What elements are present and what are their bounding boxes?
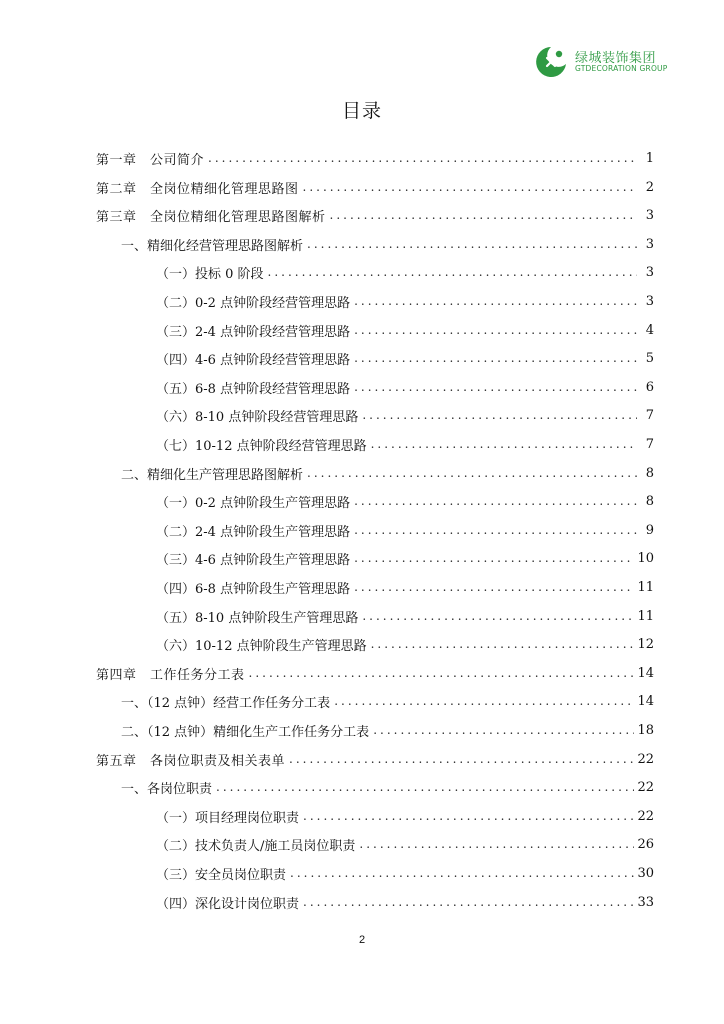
toc-entry-label: （三）4-6 点钟阶段生产管理思路 xyxy=(156,552,351,568)
page-number: 2 xyxy=(358,934,366,946)
toc-entry-label: 二、（12 点钟）精细化生产工作任务分工表 xyxy=(121,724,370,740)
toc-entry-label: （二）技术负责人/施工员岗位职责 xyxy=(156,838,356,854)
toc-entry[interactable] xyxy=(121,230,654,258)
toc-entry-label: 第二章 全岗位精细化管理思路图 xyxy=(96,181,299,197)
company-logo-icon xyxy=(533,44,569,80)
toc-entry-page: 8 xyxy=(645,493,654,509)
toc-entry-label: （一）项目经理岗位职责 xyxy=(156,810,300,826)
toc-entry-page: 3 xyxy=(645,236,654,252)
toc-entry-page: 4 xyxy=(645,322,654,338)
toc-dot-leader xyxy=(373,723,634,737)
toc-entry-page: 22 xyxy=(637,779,654,795)
toc-entry-label: （二）2-4 点钟阶段生产管理思路 xyxy=(156,524,351,540)
toc-entry[interactable] xyxy=(96,201,654,229)
toc-entry-page: 1 xyxy=(645,150,654,166)
toc-entry-label: 一、精细化经营管理思路图解析 xyxy=(121,238,304,254)
toc-dot-leader xyxy=(359,837,634,851)
toc-dot-leader xyxy=(290,866,634,880)
toc-entry-label: （二）0-2 点钟阶段经营管理思路 xyxy=(156,295,351,311)
toc-dot-leader xyxy=(303,180,637,194)
toc-entry-label: （五）6-8 点钟阶段经营管理思路 xyxy=(156,381,351,397)
toc-dot-leader xyxy=(371,437,637,451)
toc-entry-page: 5 xyxy=(645,350,654,366)
toc-entry-label: （五）8-10 点钟阶段生产管理思路 xyxy=(156,610,359,626)
toc-entry[interactable] xyxy=(156,888,654,916)
toc-entry-page: 14 xyxy=(637,693,654,709)
toc-entry-page: 12 xyxy=(637,636,654,652)
toc-entry-label: （四）4-6 点钟阶段经营管理思路 xyxy=(156,352,351,368)
toc-dot-leader xyxy=(249,666,635,680)
toc-entry[interactable] xyxy=(96,144,654,172)
toc-entry[interactable] xyxy=(156,544,654,572)
toc-entry-label: （七）10-12 点钟阶段经营管理思路 xyxy=(156,438,367,454)
toc-entry[interactable] xyxy=(156,401,654,429)
toc-dot-leader xyxy=(354,494,637,508)
company-name-en: GTDECORATION GROUP xyxy=(575,64,668,73)
toc-entry[interactable] xyxy=(156,316,654,344)
toc-entry-page: 11 xyxy=(637,579,654,595)
toc-dot-leader xyxy=(307,237,637,251)
toc-entry-label: 第一章 公司简介 xyxy=(96,152,205,168)
toc-dot-leader xyxy=(303,895,634,909)
toc-entry-label: 第五章 各岗位职责及相关表单 xyxy=(96,753,286,769)
toc-entry-page: 22 xyxy=(637,751,654,767)
toc-entry[interactable] xyxy=(121,773,654,801)
toc-dot-leader xyxy=(371,637,635,651)
toc-dot-leader xyxy=(307,466,637,480)
toc-entry-page: 3 xyxy=(645,264,654,280)
toc-entry[interactable] xyxy=(156,630,654,658)
toc-entry-page: 14 xyxy=(637,665,654,681)
toc-entry[interactable] xyxy=(96,173,654,201)
toc-entry[interactable] xyxy=(156,487,654,515)
toc-entry[interactable] xyxy=(156,344,654,372)
toc-entry-label: 第三章 全岗位精细化管理思路图解析 xyxy=(96,209,326,225)
company-name-cn: 绿城装饰集团 xyxy=(575,51,657,66)
toc-dot-leader xyxy=(334,694,634,708)
toc-entry-label: （六）8-10 点钟阶段经营管理思路 xyxy=(156,409,359,425)
toc-dot-leader xyxy=(289,752,634,766)
toc-entry-label: 二、精细化生产管理思路图解析 xyxy=(121,467,304,483)
toc-entry[interactable] xyxy=(156,602,654,630)
toc-dot-leader xyxy=(354,580,634,594)
toc-dot-leader xyxy=(354,523,637,537)
toc-dot-leader xyxy=(354,551,634,565)
toc-entry-label: （一）0-2 点钟阶段生产管理思路 xyxy=(156,495,351,511)
toc-entry-label: 第四章 工作任务分工表 xyxy=(96,667,245,683)
toc-entry[interactable] xyxy=(121,716,654,744)
toc-entry-label: （三）安全员岗位职责 xyxy=(156,867,287,883)
toc-entry[interactable] xyxy=(156,859,654,887)
toc-entry-page: 33 xyxy=(637,894,654,910)
toc-entry[interactable] xyxy=(156,430,654,458)
toc-entry-page: 9 xyxy=(645,522,654,538)
toc-entry-page: 22 xyxy=(637,808,654,824)
toc-entry-page: 11 xyxy=(637,608,654,624)
toc-entry-page: 2 xyxy=(645,179,654,195)
toc-entry-label: （一）投标 0 阶段 xyxy=(156,266,264,282)
toc-entry[interactable] xyxy=(121,687,654,715)
toc-entry[interactable] xyxy=(156,258,654,286)
toc-entry[interactable] xyxy=(156,573,654,601)
toc-entry-page: 7 xyxy=(645,407,654,423)
toc-entry-page: 3 xyxy=(645,293,654,309)
toc-entry[interactable] xyxy=(156,516,654,544)
toc-entry-label: （四）6-8 点钟阶段生产管理思路 xyxy=(156,581,351,597)
page-title: 目录 xyxy=(341,100,382,122)
toc-dot-leader xyxy=(208,151,637,165)
toc-entry[interactable] xyxy=(156,287,654,315)
toc-entry[interactable] xyxy=(156,373,654,401)
toc-entry-page: 10 xyxy=(637,550,654,566)
toc-entry-page: 6 xyxy=(645,379,654,395)
toc-entry[interactable] xyxy=(121,459,654,487)
toc-entry[interactable] xyxy=(156,830,654,858)
toc-entry-label: 一、各岗位职责 xyxy=(121,781,213,797)
toc-dot-leader xyxy=(216,780,634,794)
toc-entry-label: 一、（12 点钟）经营工作任务分工表 xyxy=(121,695,331,711)
toc-entry[interactable] xyxy=(156,802,654,830)
toc-dot-leader xyxy=(268,265,637,279)
toc-entry[interactable] xyxy=(96,659,654,687)
toc-dot-leader xyxy=(354,323,637,337)
toc-dot-leader xyxy=(354,380,637,394)
toc-entry-page: 8 xyxy=(645,465,654,481)
toc-entry-page: 26 xyxy=(637,836,654,852)
toc-entry-label: （三）2-4 点钟阶段经营管理思路 xyxy=(156,324,351,340)
toc-dot-leader xyxy=(354,294,637,308)
toc-entry[interactable] xyxy=(96,745,654,773)
toc-entry-label: （四）深化设计岗位职责 xyxy=(156,896,300,912)
toc-dot-leader xyxy=(362,408,637,422)
toc-dot-leader xyxy=(303,809,634,823)
toc-dot-leader xyxy=(330,208,637,222)
toc-entry-page: 7 xyxy=(645,436,654,452)
toc-entry-page: 30 xyxy=(637,865,654,881)
toc-entry-page: 3 xyxy=(645,207,654,223)
toc-entry-page: 18 xyxy=(637,722,654,738)
toc-dot-leader xyxy=(362,609,634,623)
toc-entry-label: （六）10-12 点钟阶段生产管理思路 xyxy=(156,638,367,654)
toc-dot-leader xyxy=(354,351,637,365)
